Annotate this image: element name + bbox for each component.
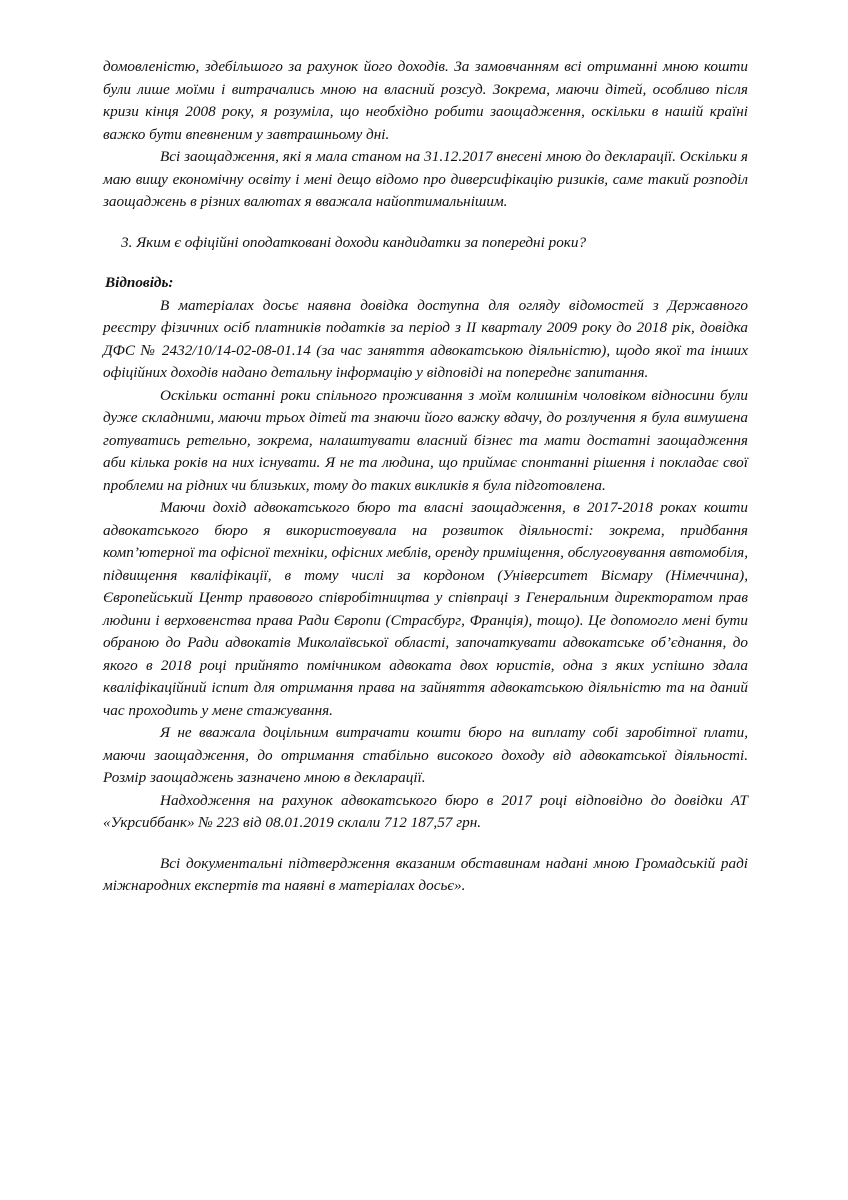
answer-label: Відповідь: [105, 274, 174, 291]
document-body [103, 56, 748, 898]
answer-paragraph: В матеріалах досьє наявна довідка доступна для огляду відомостей з Державного реєстру фізичних осіб платників податків за період з ІІ кварталу 2009 року до 2018 рік, довідка ДФС № 2432/10/14-02-08-01.14 (за час заняття адвокатською діяльністю), щодо якої та інших офіційних доходів надано детальну інформацію у відповіді на попереднє запитання. [103, 296, 748, 381]
answer-paragraph: Маючи дохід адвокатського бюро та власні заощадження, в 2017-2018 роках кошти адвокатського бюро я використовувала на розвиток діяльності: зокрема, придбання комп’ютерної та офісної техніки, офісних меблів, оренду приміщення, обслуговування автомобіля, підвищення кваліфікації, в тому числі за кордоном (Університет Вісмару (Німеччина), Європейський Центр правового співробітництва у співпраці з Генеральним директоратом прав людини і верховенства права Ради Європи (Страсбург, Франція), тощо). Це допомогло мені бути обраною до Ради адвокатів Миколаївської області, започаткувати адвокатське об’єднання, до якого в 2018 році прийнято помічником адвоката двох юристів, одна з яких успішно здала кваліфікаційний іспит для отримання права на зайняття адвокатською діяльністю та на даний час проходить у мене стажування. [103, 499, 748, 719]
paragraph: Всі заощадження, які я мала станом на 31.12.2017 внесені мною до декларації. Оскільки я маю вищу економічну освіту і мені дещо відомо про диверсифікацію ризиків, саме такий розподіл заощаджень в різних валютах я вважала найоптимальнішим. [103, 148, 748, 210]
answer-paragraph: Оскільки останні роки спільного проживання з моїм колишнім чоловіком відносини були дуже складними, маючи трьох дітей та знаючи його важку вдачу, до розлучення я була вимушена готуватись ретельно, зокрема, налаштувати власний бізнес та мати достатні заощадження аби кілька років на них існувати. Я не та людина, що приймає спонтанні рішення і покладає свої проблеми на рідних чи близьких, тому до таких викликів я була підготовлена. [103, 386, 748, 494]
answer-paragraph: Надходження на рахунок адвокатського бюро в 2017 році відповідно до довідки АТ «Укрсиббанк» № 223 від 08.01.2019 склали 712 187,57 грн. [103, 791, 748, 831]
question-heading: 3. Яким є офіційні оподатковані доходи кандидатки за попередні роки? [121, 233, 587, 251]
closing-paragraph: Всі документальні підтвердження вказаним обставинам надані мною Громадській раді міжнародних експертів та наявні в матеріалах досьє». [103, 854, 748, 894]
answer-paragraph: Я не вважала доцільним витрачати кошти бюро на виплату собі заробітної плати, маючи заощадження, до отримання стабільно високого доходу від адвокатської діяльності. Розмір заощаджень зазначено мною в декларації. [103, 724, 748, 786]
paragraph: домовленістю, здебільшого за рахунок його доходів. За замовчанням всі отриманні мною кошти були лише моїми і витрачались мною на власний розсуд. Зокрема, маючи дітей, особливо після кризи кінця 2008 року, я розуміла, що необхідно робити заощадження, оскільки в нашій країні важко бути впевненим у завтрашньому дні. [103, 58, 748, 143]
